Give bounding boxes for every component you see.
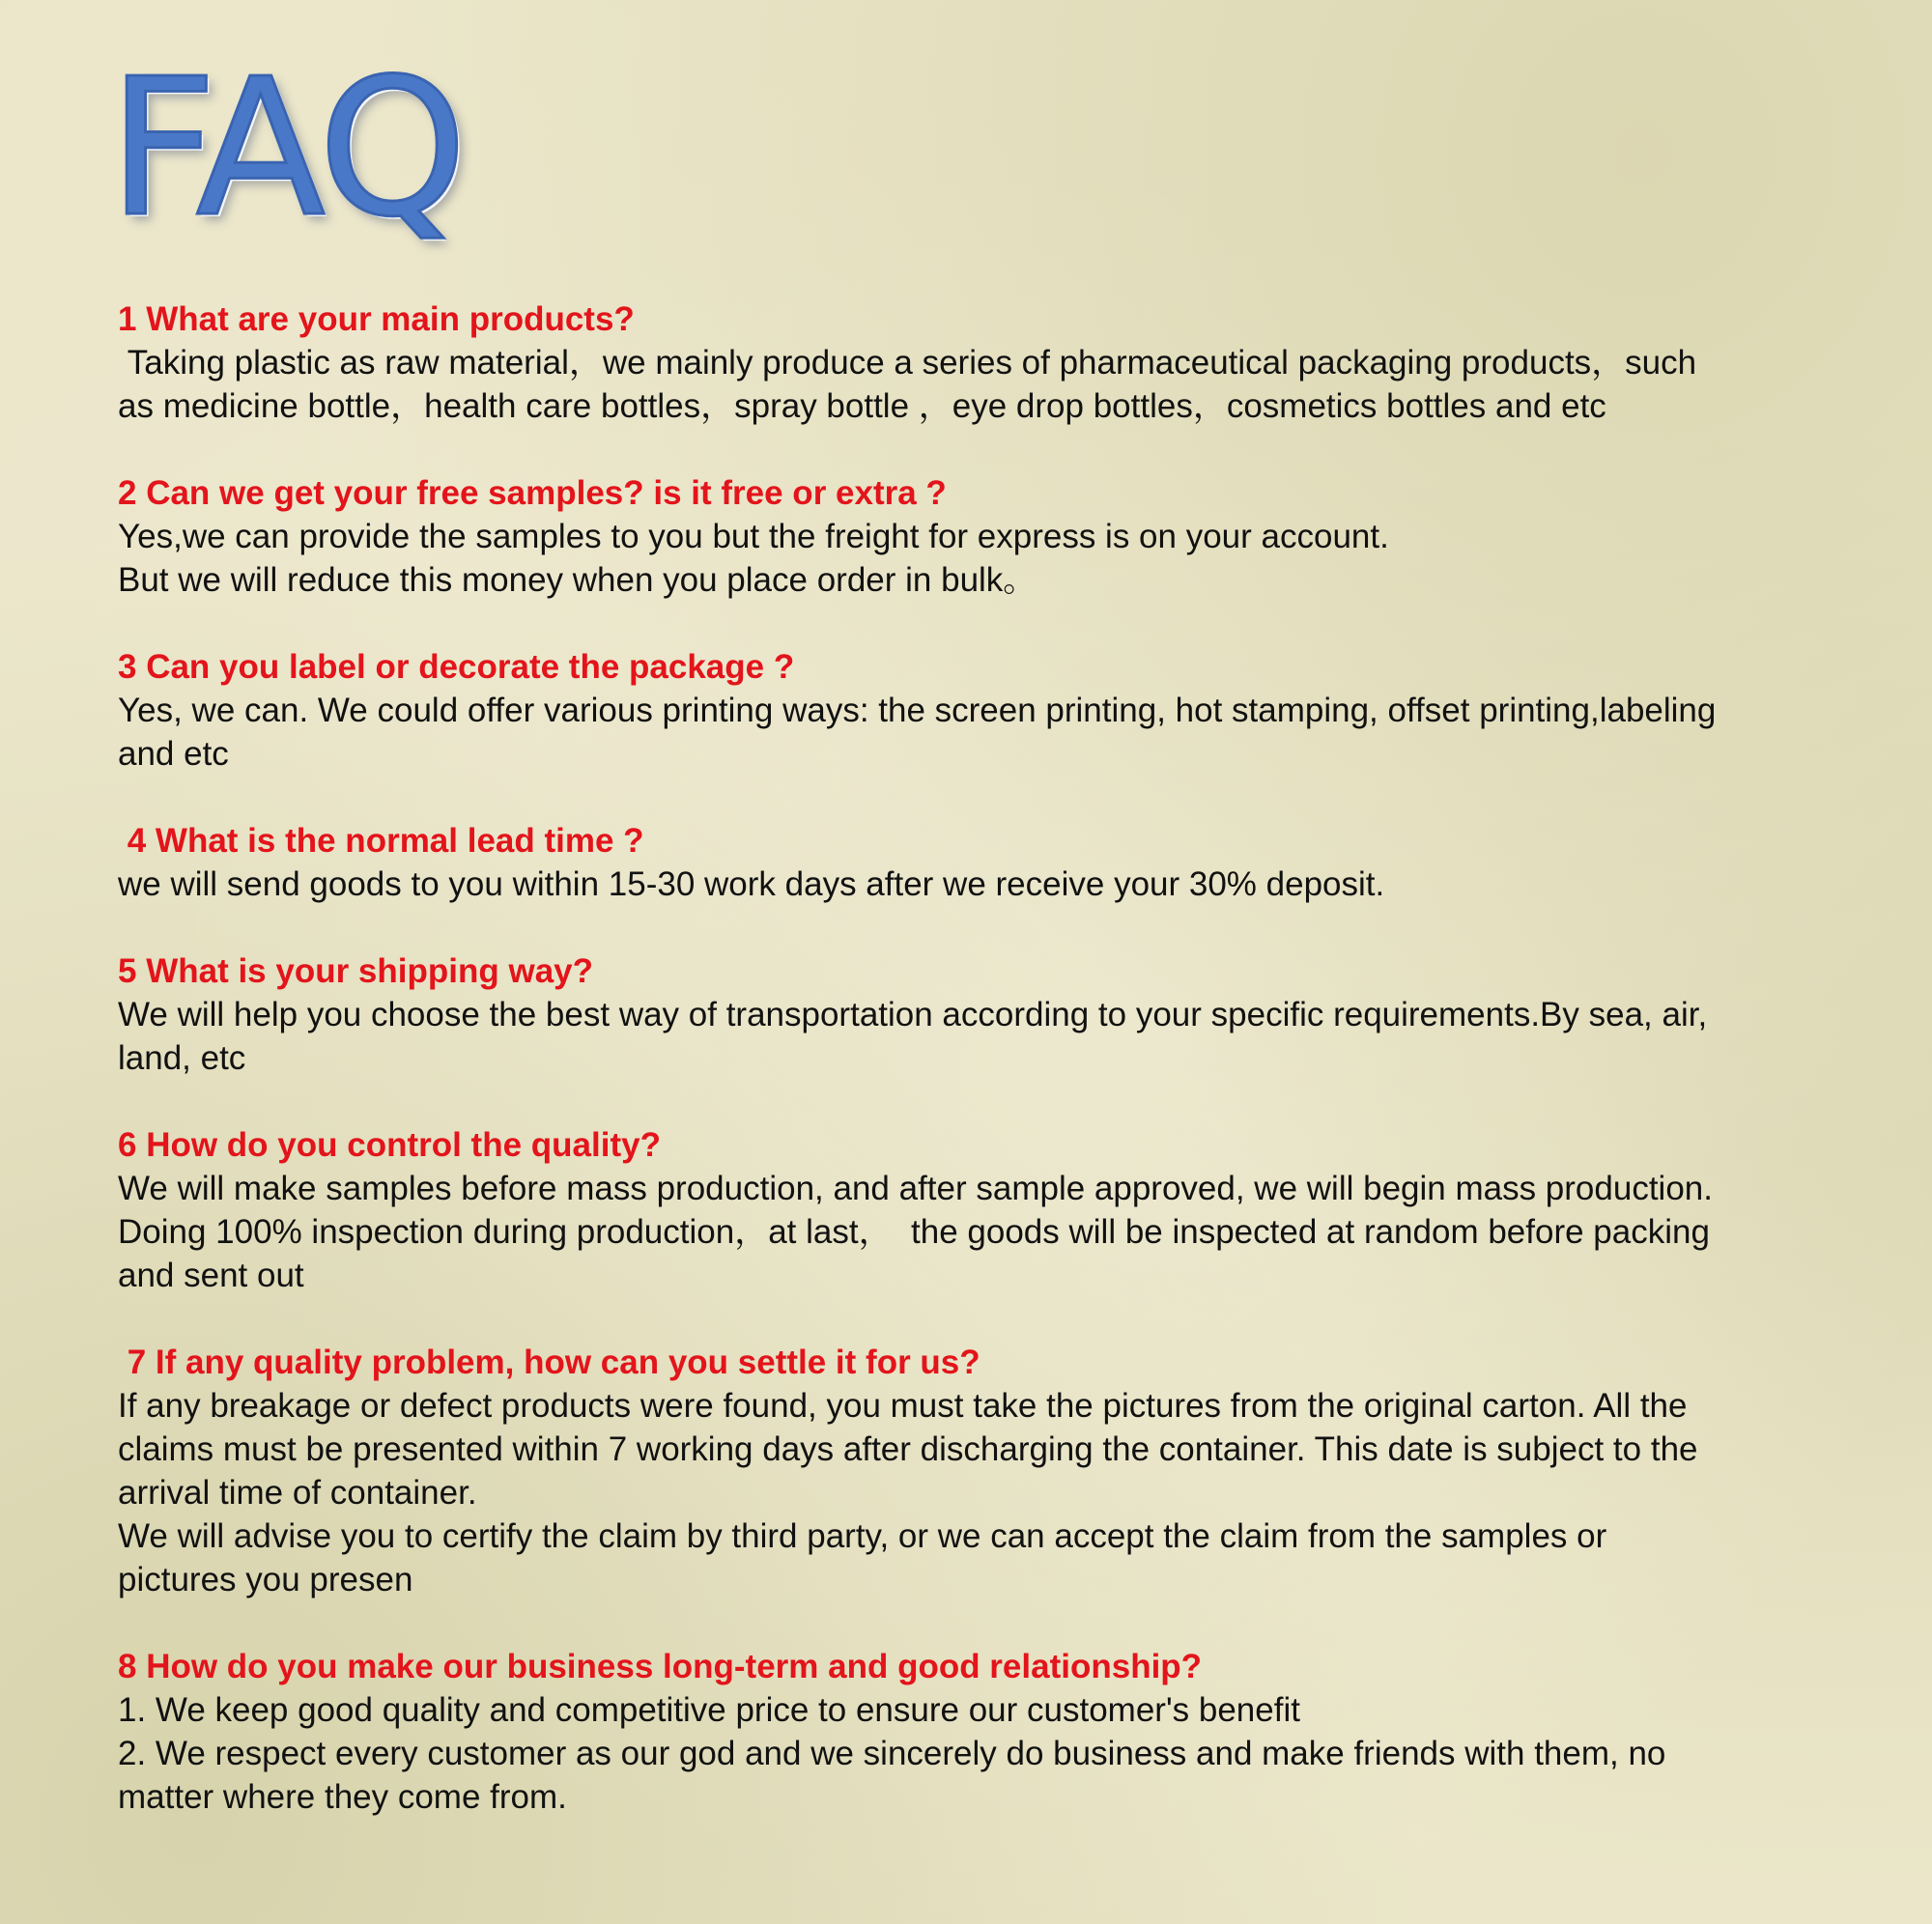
faq-item-2 xyxy=(118,471,1847,602)
answer-5-line-2: land, etc xyxy=(118,1039,246,1077)
question-5: 5 What is your shipping way? xyxy=(118,952,593,990)
answer-3-line-2: and etc xyxy=(118,735,229,773)
answer-6-line-3: and sent out xyxy=(118,1257,304,1294)
answer-3-line-1: Yes, we can. We could offer various printing ways: the screen printing, hot stamping, offset printing,labeling xyxy=(118,692,1717,729)
question-3: 3 Can you label or decorate the package ? xyxy=(118,648,795,686)
faq-item-8 xyxy=(118,1645,1847,1819)
page-title: FAQ xyxy=(108,39,464,259)
answer-6-line-1: We will make samples before mass production, and after sample approved, we will begin mass production. xyxy=(118,1170,1713,1207)
question-4: 4 What is the normal lead time ? xyxy=(118,822,644,860)
answer-1-line-1: Taking plastic as raw material，we mainly produce a series of pharmaceutical packaging products，such xyxy=(118,344,1697,382)
answer-2-line-2: But we will reduce this money when you place order in bulk。 xyxy=(118,561,1037,599)
answer-4-line-1: we will send goods to you within 15-30 work days after we receive your 30% deposit. xyxy=(118,865,1385,903)
question-6: 6 How do you control the quality? xyxy=(118,1126,661,1164)
answer-8-line-3: matter where they come from. xyxy=(118,1778,567,1816)
answer-7-line-5: pictures you presen xyxy=(118,1561,413,1599)
faq-item-6 xyxy=(118,1123,1847,1297)
answer-8-line-2: 2. We respect every customer as our god and we sincerely do business and make friends with them, no xyxy=(118,1735,1666,1772)
answer-2-line-1: Yes,we can provide the samples to you but the freight for express is on your account. xyxy=(118,518,1389,555)
answer-5-line-1: We will help you choose the best way of transportation according to your specific requirements.By sea, air, xyxy=(118,996,1708,1033)
question-8: 8 How do you make our business long-term and good relationship? xyxy=(118,1648,1203,1685)
faq-item-3 xyxy=(118,645,1847,776)
faq-item-5 xyxy=(118,949,1847,1080)
faq-list xyxy=(118,297,1847,1819)
answer-7-line-1: If any breakage or defect products were found, you must take the pictures from the original carton. All the xyxy=(118,1387,1688,1425)
question-1: 1 What are your main products? xyxy=(118,300,635,338)
faq-item-7 xyxy=(118,1341,1847,1601)
answer-6-line-2: Doing 100% inspection during production，at last， the goods will be inspected at random before packing xyxy=(118,1213,1710,1251)
answer-7-line-4: We will advise you to certify the claim by third party, or we can accept the claim from the samples or xyxy=(118,1517,1607,1555)
question-7: 7 If any quality problem, how can you settle it for us? xyxy=(118,1344,980,1381)
answer-1-line-2: as medicine bottle，health care bottles，spray bottle ，eye drop bottles，cosmetics bottles and etc xyxy=(118,387,1606,425)
answer-7-line-2: claims must be presented within 7 working days after discharging the container. This date is subject to the xyxy=(118,1430,1698,1468)
faq-item-1 xyxy=(118,297,1847,428)
answer-7-line-3: arrival time of container. xyxy=(118,1474,477,1512)
faq-item-4 xyxy=(118,819,1847,906)
answer-8-line-1: 1. We keep good quality and competitive price to ensure our customer's benefit xyxy=(118,1691,1300,1729)
question-2: 2 Can we get your free samples? is it free or extra ? xyxy=(118,474,947,512)
